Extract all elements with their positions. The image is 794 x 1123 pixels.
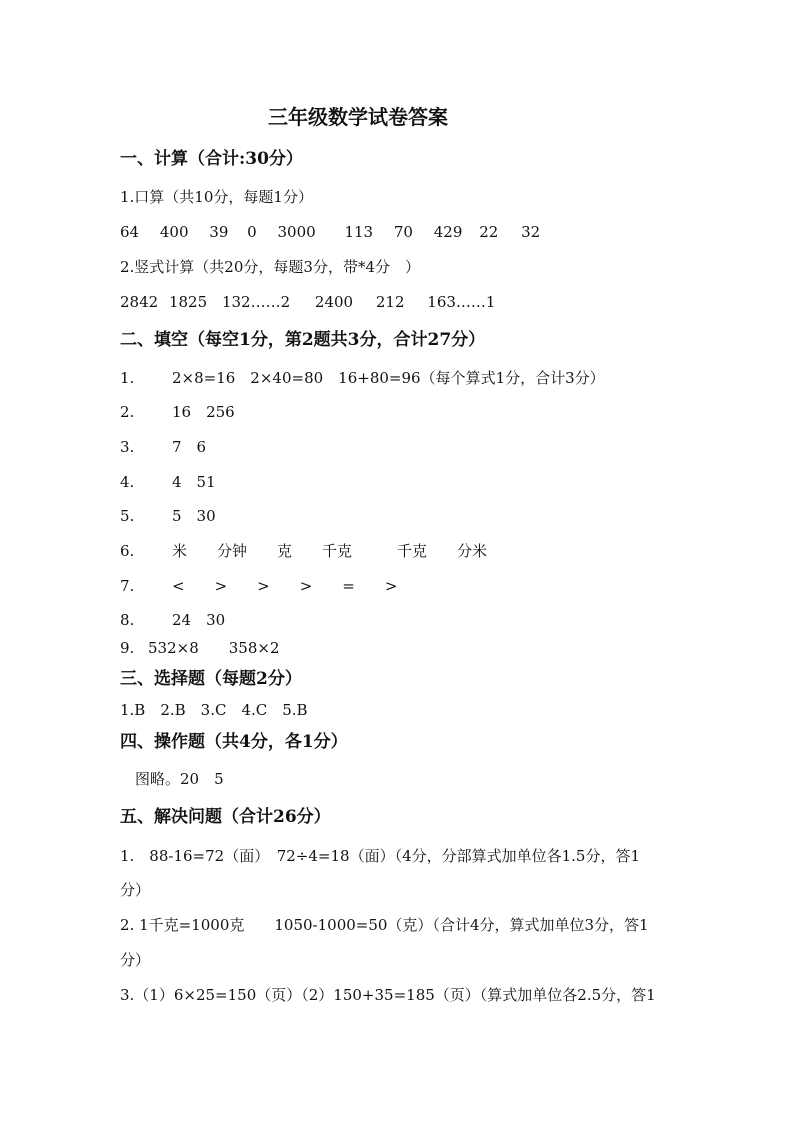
s5-line-4: 分）: [120, 951, 151, 969]
answer: 2400: [314, 293, 354, 311]
s2-item-9: [120, 638, 280, 658]
answer: 3000: [277, 223, 316, 241]
item-answer: 24 30: [172, 611, 226, 629]
item-number: 7.: [120, 577, 135, 595]
answer: 70: [393, 223, 413, 241]
s5-line-5: 3.（1）6×25=150（页）（2）150+35=185（页）（算式加单位各2.5分，答1: [120, 986, 656, 1004]
answer: 0: [247, 223, 257, 241]
answer: 1825: [168, 293, 208, 311]
item-answer: 米 分钟 克 千克 千克 分米: [172, 542, 488, 560]
answer: 32: [521, 223, 541, 241]
s1-q2-answers: [120, 292, 495, 312]
item-answer: 7 6: [172, 438, 207, 456]
s5-line-1: 1. 88-16=72（面） 72÷4=18（面）（4分，分部算式加单位各1.5分，答1: [120, 847, 641, 865]
item-answer: < > > > = >: [172, 577, 398, 595]
item-number: 3.: [120, 438, 135, 456]
answer: 212: [375, 293, 405, 311]
item-number: 2.: [120, 403, 135, 421]
item-answer: 532×8 358×2: [148, 639, 280, 657]
s1-q1-label: 1.口算（共10分，每题1分）: [120, 188, 313, 206]
section-2-heading: 二、填空（每空1分，第2题共3分，合计27分）: [120, 330, 486, 350]
answer: 39: [209, 223, 229, 241]
item-number: 6.: [120, 542, 135, 560]
s4-answers: 图略。20 5: [135, 770, 224, 788]
s1-q1-answers: [120, 222, 540, 242]
s2-item-6: [120, 541, 487, 561]
item-answer: 5 30: [172, 507, 216, 525]
item-answer: 4 51: [172, 473, 216, 491]
s5-line-3: 2. 1千克=1000克 1050-1000=50（克）（合计4分，算式加单位3分，答1: [120, 916, 649, 934]
section-4-heading: 四、操作题（共4分，各1分）: [120, 732, 348, 752]
s2-item-8: [120, 610, 225, 630]
section-3-heading: 三、选择题（每题2分）: [120, 669, 302, 689]
item-answer: 2×8=16 2×40=80 16+80=96（每个算式1分，合计3分）: [172, 369, 605, 387]
answer: 429: [433, 223, 463, 241]
s2-item-7: [120, 576, 397, 596]
answer: 400: [159, 223, 189, 241]
answer: 64: [120, 223, 140, 241]
answer: 132……2: [221, 293, 291, 311]
answer: 163……1: [427, 293, 496, 311]
answer: 22: [479, 223, 499, 241]
page-title: 三年级数学试卷答案: [268, 105, 448, 129]
section-1-heading: 一、计算（合计:30分）: [120, 149, 303, 169]
s2-item-2: [120, 402, 235, 422]
item-answer: 16 256: [172, 403, 235, 421]
item-number: 5.: [120, 507, 135, 525]
s3-answers: 1.B 2.B 3.C 4.C 5.B: [120, 701, 308, 719]
answer: 2842: [120, 293, 159, 311]
s2-item-3: [120, 437, 206, 457]
s2-item-5: [120, 506, 216, 526]
answer: 113: [344, 223, 374, 241]
item-number: 1.: [120, 369, 135, 387]
item-number: 9.: [120, 639, 135, 657]
s5-line-2: 分）: [120, 881, 151, 899]
section-5-heading: 五、解决问题（合计26分）: [120, 807, 331, 827]
item-number: 4.: [120, 473, 135, 491]
s1-q2-label: 2.竖式计算（共20分，每题3分，带*4分 ）: [120, 258, 420, 276]
s2-item-1: [120, 368, 605, 388]
item-number: 8.: [120, 611, 135, 629]
s2-item-4: [120, 472, 216, 492]
